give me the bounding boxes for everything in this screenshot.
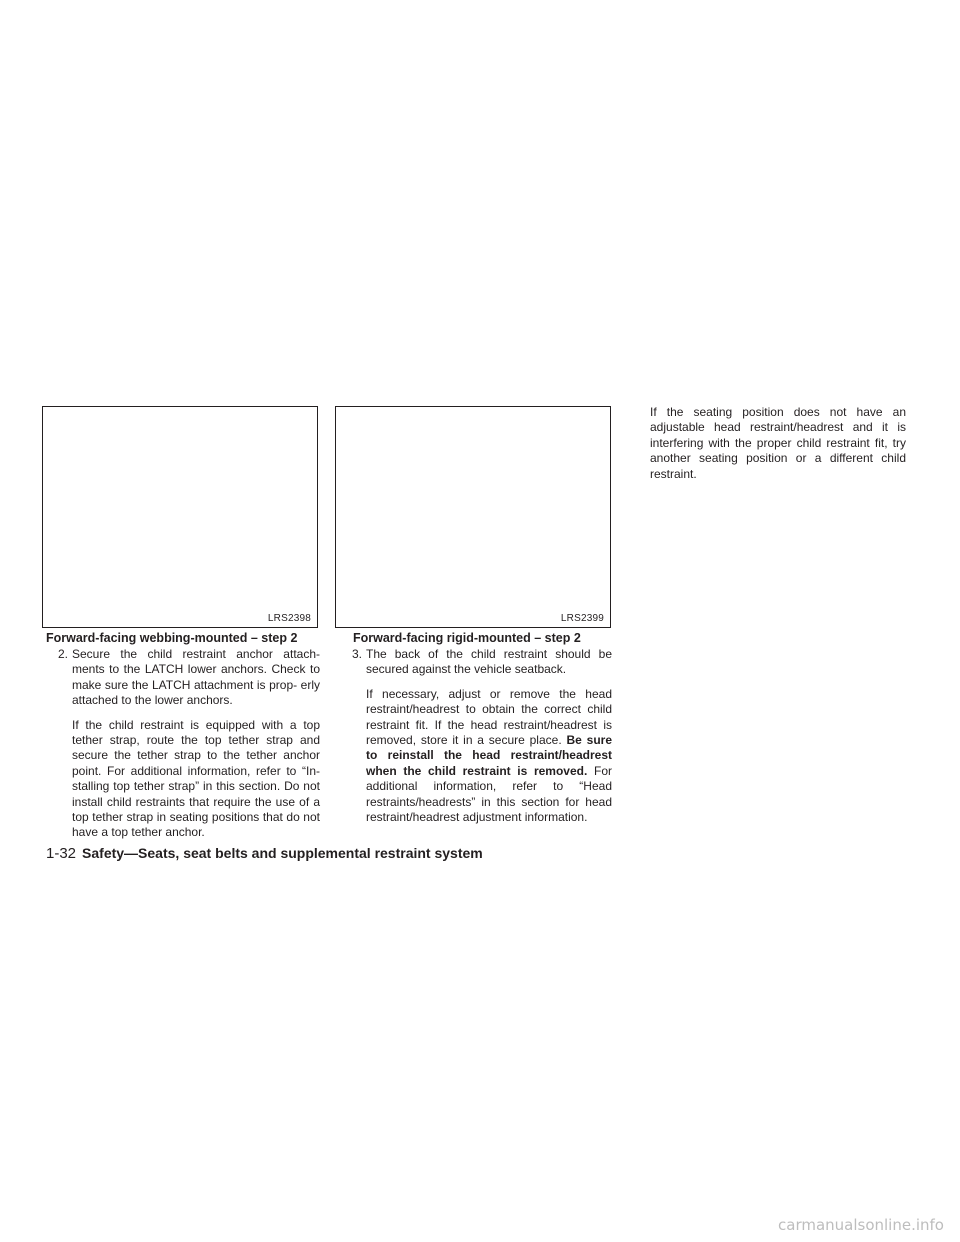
paragraph [340,687,612,826]
figure-frame-left [42,406,318,628]
paragraph-text: If necessary, adjust or remove the head restraint/headrest to obtain the correct child restraint fit. If the head restraint/headrest is removed, store it in a secure place. [366,686,612,748]
figure-code: LRS2398 [267,613,311,624]
paragraph [46,718,320,841]
step-item [340,647,612,678]
watermark: carmanualsonline.info [778,1216,944,1234]
figure-caption-middle: Forward-facing rigid-mounted – step 2 [353,631,581,645]
section-title: Safety—Seats, seat belts and supplemental restraint system [82,845,483,861]
paragraph-text: If the child restraint is equipped with a top tether strap, route the top tether strap and secure the tether strap to the tether anchor point. For additional information, refer to “In- stalling top tether strap” in this section. Do not install child restraints that require the use of a top tether strap in seating positions that do not have a top tether anchor. [72,717,320,840]
step-text: Secure the child restraint anchor attach- ments to the LATCH lower anchors. Check to make sure the LATCH attachment is prop- erly attached to the lower anchors. [72,647,320,708]
left-column [46,647,320,850]
step-number: 3. [352,647,363,661]
step-text: The back of the child restraint should be secured against the vehicle seatback. [366,647,612,677]
figure-caption-left: Forward-facing webbing-mounted – step 2 [46,631,298,645]
page-footer [46,845,483,862]
warning-text: Be sure to reinstall the head restraint/headrest when the child restraint is removed. [366,733,612,778]
right-column [650,405,906,491]
step-item [46,647,320,709]
paragraph-text: For additional information, refer to “Head restraints/headrests” in this section for head restraint/headrest adjustment information. [366,763,612,825]
figure-code: LRS2399 [560,613,604,624]
page-number: 1-32 [46,845,77,862]
middle-column [340,647,612,834]
step-number: 2. [58,647,69,661]
paragraph-text: If the seating position does not have an adjustable head restraint/headrest and it is interfering with the proper child restraint fit, try another seating position or a different child restraint. [650,405,906,481]
figure-frame-middle [335,406,611,628]
